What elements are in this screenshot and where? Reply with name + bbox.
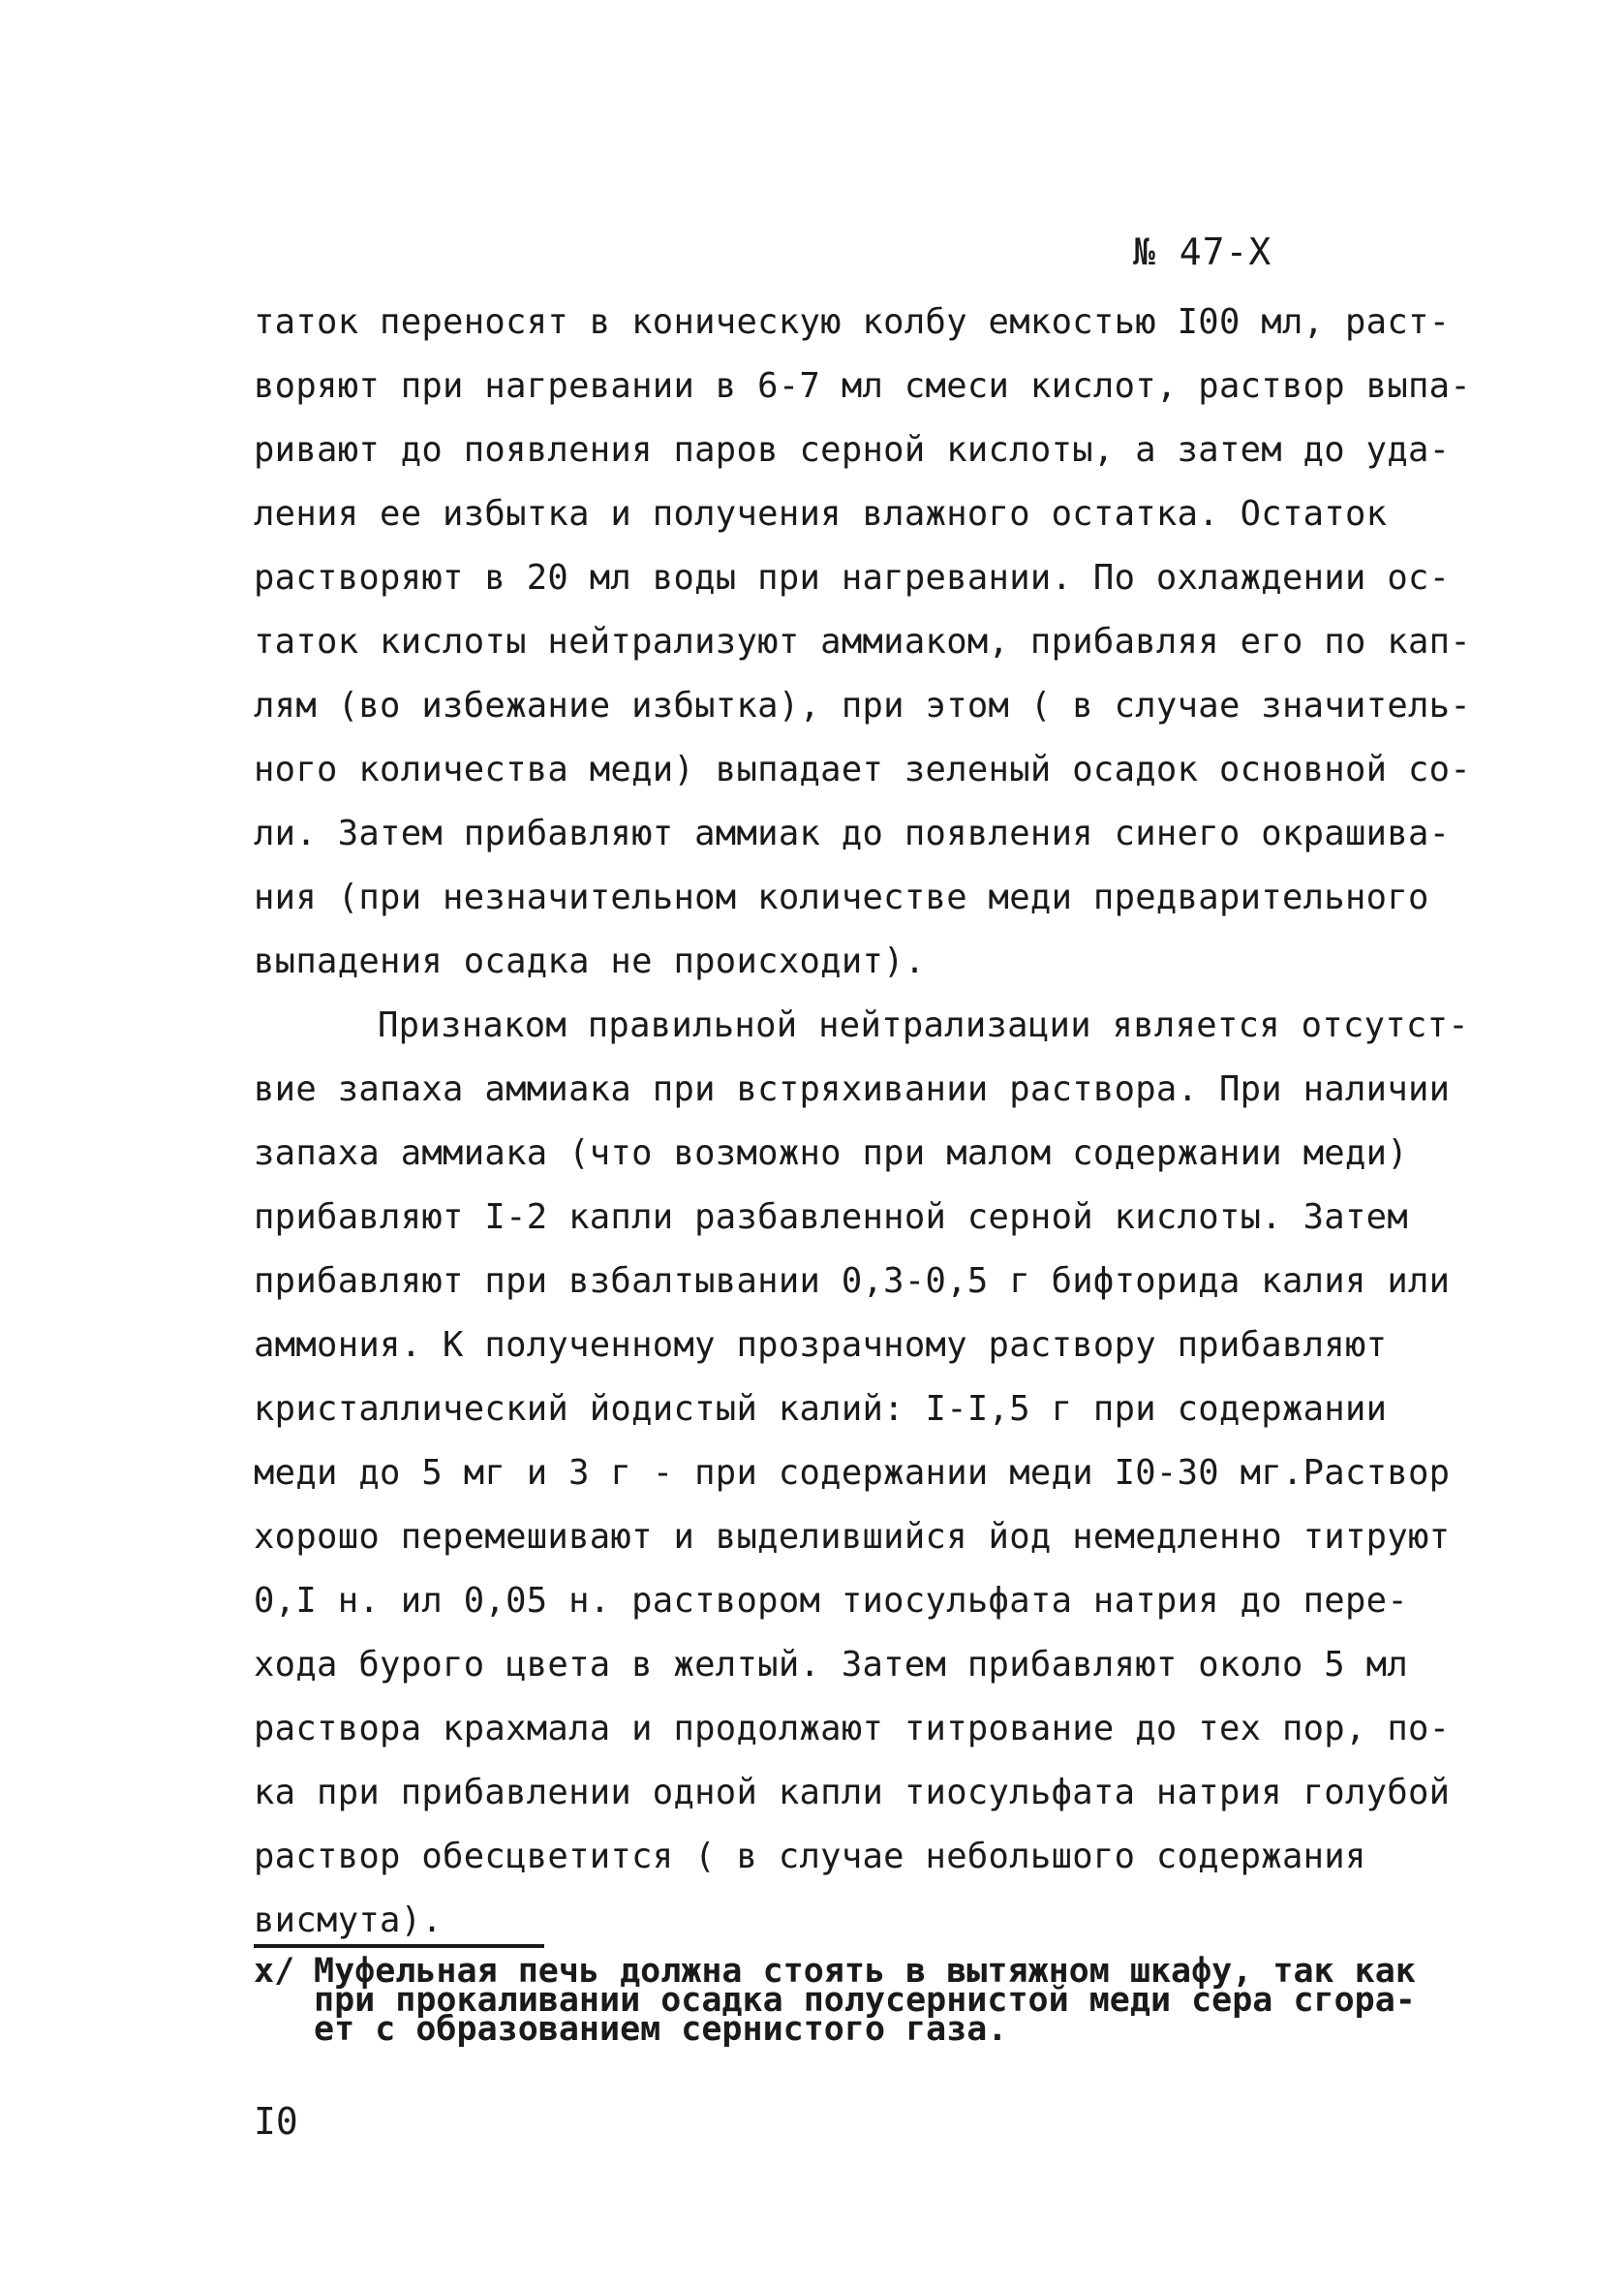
footnote-line: при прокаливании осадка полусернистой меди сера сгора- bbox=[314, 1981, 1416, 2020]
text-line: ния (при незначительном количестве меди предварительного bbox=[254, 878, 1429, 917]
text-line: таток переносят в коническую колбу емкостью I00 мл, раст- bbox=[254, 302, 1451, 342]
text-line: раствор обесцветится ( в случае небольшого содержания bbox=[254, 1837, 1366, 1876]
text-line: выпадения осадка не происходит). bbox=[254, 942, 926, 981]
text-line: меди до 5 мг и 3 г - при содержании меди I0-30 мг.Раствор bbox=[254, 1453, 1451, 1493]
body-text bbox=[254, 291, 1472, 1953]
text-line: ривают до появления паров серной кислоты, а затем до уда- bbox=[254, 430, 1451, 470]
footnote-marker: x/ bbox=[254, 1952, 295, 1991]
paragraph-start-line: Признаком правильной нейтрализации является отсутст- bbox=[378, 1005, 1469, 1045]
text-line: ного количества меди) выпадает зеленый осадок основной со- bbox=[254, 750, 1472, 789]
text-line: 0,I н. ил 0,05 н. раствором тиосульфата натрия до пере- bbox=[254, 1581, 1409, 1621]
text-line: хода бурого цвета в желтый. Затем прибавляют около 5 мл bbox=[254, 1645, 1409, 1685]
text-line: растворяют в 20 мл воды при нагревании. По охлаждении ос- bbox=[254, 558, 1451, 598]
text-line: запаха аммиака (что возможно при малом содержании меди) bbox=[254, 1133, 1409, 1173]
page-number: I0 bbox=[254, 2100, 298, 2143]
text-line: лям (во избежание избытка), при этом ( в случае значитель- bbox=[254, 686, 1472, 726]
text-line: висмута). bbox=[254, 1901, 444, 1940]
text-line: прибавляют при взбалтывании 0,3-0,5 г бифторида калия или bbox=[254, 1261, 1451, 1301]
footnote-text: Муфельная печь должна стоять в вытяжном шкафу, так как bbox=[314, 1952, 1416, 1991]
text-line: ления ее избытка и получения влажного остатка. Остаток bbox=[254, 494, 1388, 534]
text-line: раствора крахмала и продолжают титрование до тех пор, по- bbox=[254, 1709, 1451, 1748]
text-line: вие запаха аммиака при встряхивании раствора. При наличии bbox=[254, 1069, 1451, 1109]
footnote bbox=[254, 1952, 1416, 2049]
text-line: аммония. К полученному прозрачному раствору прибавляют bbox=[254, 1325, 1388, 1365]
document-number: № 47-Х bbox=[1133, 231, 1272, 273]
footnote-separator bbox=[254, 1944, 544, 1948]
text-line: ка при прибавлении одной капли тиосульфата натрия голубой bbox=[254, 1773, 1451, 1812]
text-line: таток кислоты нейтрализуют аммиаком, прибавляя его по кап- bbox=[254, 622, 1472, 662]
text-line: прибавляют I-2 капли разбавленной серной кислоты. Затем bbox=[254, 1197, 1409, 1237]
text-line: кристаллический йодистый калий: I-I,5 г при содержании bbox=[254, 1389, 1388, 1429]
footnote-line: ет с образованием сернистого газа. bbox=[314, 2010, 1008, 2049]
text-line: хорошо перемешивают и выделившийся йод немедленно титруют bbox=[254, 1517, 1451, 1557]
text-line: воряют при нагревании в 6-7 мл смеси кислот, раствор выпа- bbox=[254, 366, 1472, 406]
text-line: ли. Затем прибавляют аммиак до появления синего окрашива- bbox=[254, 814, 1451, 853]
